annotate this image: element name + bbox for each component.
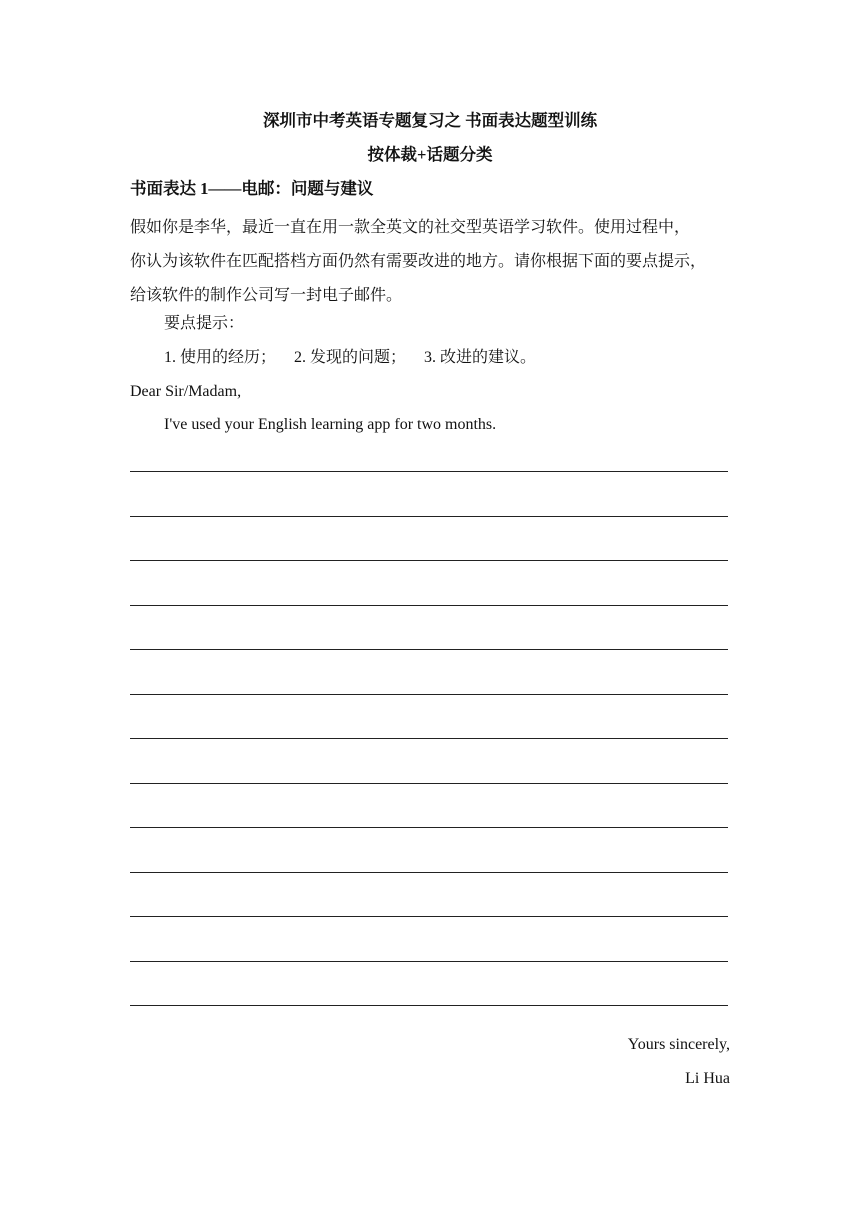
point-item: 3. 改进的建议。 [424, 349, 537, 366]
points-label: 要点提示： [164, 315, 245, 332]
letter-opening: I've used your English learning app for two months. [164, 416, 497, 433]
answer-line [130, 605, 728, 606]
document-subtitle: 按体裁+话题分类 [367, 145, 493, 164]
answer-line [130, 916, 728, 917]
answer-line [130, 738, 728, 739]
point-item: 1. 使用的经历； [164, 349, 277, 366]
answer-line [130, 872, 728, 873]
document-page [130, 0, 730, 1216]
task-heading: 书面表达 1——电邮：问题与建议 [130, 179, 374, 198]
prompt-line: 给该软件的制作公司写一封电子邮件。 [130, 287, 403, 304]
answer-line [130, 560, 728, 561]
answer-line [130, 516, 728, 517]
answer-line [130, 783, 728, 784]
task-prompt [130, 211, 740, 313]
points-list [164, 347, 550, 369]
answer-line [130, 961, 728, 962]
answer-line [130, 827, 728, 828]
answer-line [130, 694, 728, 695]
document-title: 深圳市中考英语专题复习之 书面表达题型训练 [262, 111, 598, 130]
prompt-line: 你认为该软件在匹配搭档方面仍然有需要改进的地方。请你根据下面的要点提示， [130, 253, 707, 270]
letter-salutation: Dear Sir/Madam, [130, 383, 242, 400]
prompt-line: 假如你是李华，最近一直在用一款全英文的社交型英语学习软件。使用过程中， [130, 219, 691, 236]
answer-line [130, 1005, 728, 1006]
letter-closing: Yours sincerely, [627, 1036, 730, 1053]
letter-signature: Li Hua [685, 1070, 730, 1087]
answer-line [130, 471, 728, 472]
point-item: 2. 发现的问题； [294, 349, 407, 366]
answer-line [130, 649, 728, 650]
